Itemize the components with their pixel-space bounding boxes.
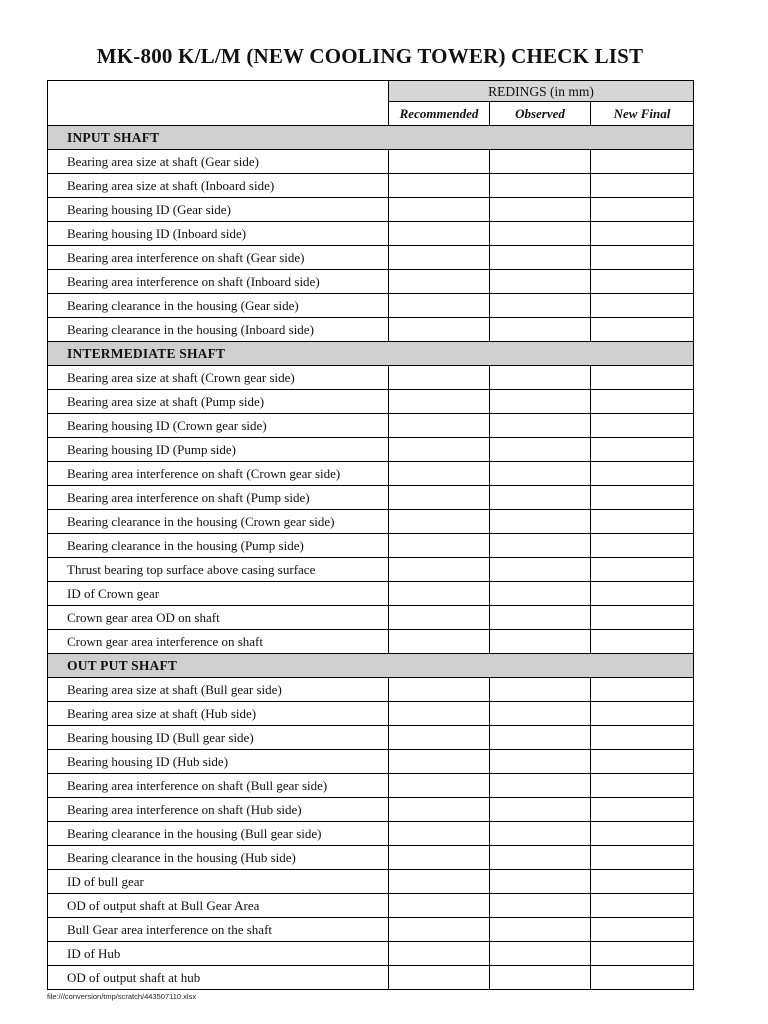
section-title: INTERMEDIATE SHAFT <box>48 342 694 366</box>
observed-value-cell[interactable] <box>490 846 591 870</box>
recommended-value-cell[interactable] <box>389 918 490 942</box>
new-final-value-cell[interactable] <box>591 822 694 846</box>
recommended-value-cell[interactable] <box>389 726 490 750</box>
new-final-value-cell[interactable] <box>591 774 694 798</box>
table-row <box>48 846 694 870</box>
check-item-label: Bearing area interference on shaft (Pump side) <box>48 486 389 510</box>
table-row <box>48 558 694 582</box>
new-final-value-cell[interactable] <box>591 846 694 870</box>
check-item-label: Bearing clearance in the housing (Gear side) <box>48 294 389 318</box>
table-row <box>48 390 694 414</box>
observed-value-cell[interactable] <box>490 150 591 174</box>
observed-value-cell[interactable] <box>490 798 591 822</box>
table-row <box>48 894 694 918</box>
new-final-value-cell[interactable] <box>591 198 694 222</box>
check-item-label: Bearing housing ID (Gear side) <box>48 198 389 222</box>
recommended-value-cell[interactable] <box>389 462 490 486</box>
check-item-label: Bearing area interference on shaft (Hub side) <box>48 798 389 822</box>
check-item-label: ID of Hub <box>48 942 389 966</box>
observed-value-cell[interactable] <box>490 390 591 414</box>
new-final-value-cell[interactable] <box>591 438 694 462</box>
observed-value-cell[interactable] <box>490 318 591 342</box>
table-row <box>48 486 694 510</box>
check-item-label: Bearing area size at shaft (Pump side) <box>48 390 389 414</box>
observed-value-cell[interactable] <box>490 486 591 510</box>
observed-value-cell[interactable] <box>490 462 591 486</box>
new-final-value-cell[interactable] <box>591 246 694 270</box>
recommended-value-cell[interactable] <box>389 366 490 390</box>
observed-value-cell[interactable] <box>490 294 591 318</box>
new-final-value-cell[interactable] <box>591 750 694 774</box>
check-item-label: Bearing area size at shaft (Hub side) <box>48 702 389 726</box>
table-row <box>48 366 694 390</box>
recommended-value-cell[interactable] <box>389 750 490 774</box>
table-row <box>48 462 694 486</box>
readings-group-header: REDINGS (in mm) <box>389 81 694 102</box>
check-item-label: Bull Gear area interference on the shaft <box>48 918 389 942</box>
file-path-footer: file:///conversion/tmp/scratch/443507110.xlsx <box>47 992 197 1001</box>
recommended-value-cell[interactable] <box>389 966 490 990</box>
new-final-value-cell[interactable] <box>591 270 694 294</box>
observed-value-cell[interactable] <box>490 966 591 990</box>
observed-value-cell[interactable] <box>490 582 591 606</box>
check-item-label: Bearing area interference on shaft (Inboard side) <box>48 270 389 294</box>
table-row <box>48 918 694 942</box>
new-final-value-cell[interactable] <box>591 918 694 942</box>
section-header-row <box>48 654 694 678</box>
table-row <box>48 870 694 894</box>
check-item-label: OD of output shaft at hub <box>48 966 389 990</box>
observed-value-cell[interactable] <box>490 774 591 798</box>
recommended-value-cell[interactable] <box>389 894 490 918</box>
table-body <box>48 126 694 990</box>
observed-value-cell[interactable] <box>490 726 591 750</box>
check-item-label: ID of Crown gear <box>48 582 389 606</box>
new-final-value-cell[interactable] <box>591 870 694 894</box>
table-row <box>48 798 694 822</box>
recommended-value-cell[interactable] <box>389 942 490 966</box>
table-row <box>48 822 694 846</box>
new-final-column-header: New Final <box>591 102 694 126</box>
table-header <box>48 81 694 126</box>
recommended-value-cell[interactable] <box>389 630 490 654</box>
check-item-label: Crown gear area OD on shaft <box>48 606 389 630</box>
check-item-label: OD of output shaft at Bull Gear Area <box>48 894 389 918</box>
table-row <box>48 270 694 294</box>
section-header-row <box>48 126 694 150</box>
check-item-label: Crown gear area interference on shaft <box>48 630 389 654</box>
table-row <box>48 702 694 726</box>
observed-value-cell[interactable] <box>490 198 591 222</box>
document-title: MK-800 K/L/M (NEW COOLING TOWER) CHECK LIST <box>96 44 644 68</box>
check-item-label: Bearing housing ID (Pump side) <box>48 438 389 462</box>
table-row <box>48 750 694 774</box>
observed-value-cell[interactable] <box>490 246 591 270</box>
check-item-label: Bearing clearance in the housing (Hub side) <box>48 846 389 870</box>
new-final-value-cell[interactable] <box>591 678 694 702</box>
observed-value-cell[interactable] <box>490 270 591 294</box>
observed-value-cell[interactable] <box>490 702 591 726</box>
new-final-value-cell[interactable] <box>591 294 694 318</box>
table-row <box>48 678 694 702</box>
check-item-label: Bearing clearance in the housing (Inboard side) <box>48 318 389 342</box>
new-final-value-cell[interactable] <box>591 534 694 558</box>
check-item-label: Bearing housing ID (Inboard side) <box>48 222 389 246</box>
new-final-value-cell[interactable] <box>591 582 694 606</box>
recommended-value-cell[interactable] <box>389 318 490 342</box>
observed-value-cell[interactable] <box>490 510 591 534</box>
observed-value-cell[interactable] <box>490 750 591 774</box>
recommended-value-cell[interactable] <box>389 582 490 606</box>
recommended-value-cell[interactable] <box>389 558 490 582</box>
recommended-value-cell[interactable] <box>389 510 490 534</box>
check-item-label: Bearing housing ID (Hub side) <box>48 750 389 774</box>
check-item-label: Bearing clearance in the housing (Pump side) <box>48 534 389 558</box>
new-final-value-cell[interactable] <box>591 966 694 990</box>
recommended-value-cell[interactable] <box>389 174 490 198</box>
check-item-label: Bearing area interference on shaft (Gear side) <box>48 246 389 270</box>
new-final-value-cell[interactable] <box>591 222 694 246</box>
checklist-table <box>47 80 694 990</box>
observed-value-cell[interactable] <box>490 558 591 582</box>
observed-value-cell[interactable] <box>490 678 591 702</box>
check-item-label: Bearing area size at shaft (Bull gear side) <box>48 678 389 702</box>
new-final-value-cell[interactable] <box>591 390 694 414</box>
new-final-value-cell[interactable] <box>591 414 694 438</box>
check-item-label: Bearing housing ID (Bull gear side) <box>48 726 389 750</box>
recommended-column-header: Recommended <box>389 102 490 126</box>
check-item-label: Bearing area interference on shaft (Bull gear side) <box>48 774 389 798</box>
check-item-label: ID of bull gear <box>48 870 389 894</box>
observed-value-cell[interactable] <box>490 822 591 846</box>
recommended-value-cell[interactable] <box>389 390 490 414</box>
new-final-value-cell[interactable] <box>591 510 694 534</box>
new-final-value-cell[interactable] <box>591 726 694 750</box>
observed-value-cell[interactable] <box>490 630 591 654</box>
new-final-value-cell[interactable] <box>591 462 694 486</box>
section-title: OUT PUT SHAFT <box>48 654 694 678</box>
table-row <box>48 966 694 990</box>
table-row <box>48 630 694 654</box>
new-final-value-cell[interactable] <box>591 630 694 654</box>
section-header-row <box>48 342 694 366</box>
recommended-value-cell[interactable] <box>389 822 490 846</box>
recommended-value-cell[interactable] <box>389 222 490 246</box>
recommended-value-cell[interactable] <box>389 702 490 726</box>
new-final-value-cell[interactable] <box>591 174 694 198</box>
table-row <box>48 726 694 750</box>
new-final-value-cell[interactable] <box>591 318 694 342</box>
table-row <box>48 294 694 318</box>
table-row <box>48 414 694 438</box>
recommended-value-cell[interactable] <box>389 678 490 702</box>
table-row <box>48 198 694 222</box>
recommended-value-cell[interactable] <box>389 198 490 222</box>
table-row <box>48 438 694 462</box>
observed-value-cell[interactable] <box>490 414 591 438</box>
recommended-value-cell[interactable] <box>389 294 490 318</box>
new-final-value-cell[interactable] <box>591 486 694 510</box>
check-item-label: Bearing area interference on shaft (Crown gear side) <box>48 462 389 486</box>
recommended-value-cell[interactable] <box>389 774 490 798</box>
check-item-label: Bearing clearance in the housing (Crown gear side) <box>48 510 389 534</box>
recommended-value-cell[interactable] <box>389 846 490 870</box>
observed-value-cell[interactable] <box>490 870 591 894</box>
observed-value-cell[interactable] <box>490 894 591 918</box>
observed-value-cell[interactable] <box>490 606 591 630</box>
observed-value-cell[interactable] <box>490 534 591 558</box>
recommended-value-cell[interactable] <box>389 270 490 294</box>
table-row <box>48 174 694 198</box>
observed-value-cell[interactable] <box>490 366 591 390</box>
recommended-value-cell[interactable] <box>389 798 490 822</box>
check-item-label: Bearing area size at shaft (Crown gear side) <box>48 366 389 390</box>
table-row <box>48 222 694 246</box>
check-item-label: Bearing area size at shaft (Inboard side) <box>48 174 389 198</box>
recommended-value-cell[interactable] <box>389 870 490 894</box>
observed-value-cell[interactable] <box>490 918 591 942</box>
item-column-header <box>48 81 389 126</box>
observed-value-cell[interactable] <box>490 174 591 198</box>
table-row <box>48 318 694 342</box>
section-title: INPUT SHAFT <box>48 126 694 150</box>
observed-value-cell[interactable] <box>490 222 591 246</box>
new-final-value-cell[interactable] <box>591 366 694 390</box>
observed-value-cell[interactable] <box>490 438 591 462</box>
new-final-value-cell[interactable] <box>591 150 694 174</box>
table-row <box>48 774 694 798</box>
recommended-value-cell[interactable] <box>389 150 490 174</box>
table-row <box>48 582 694 606</box>
recommended-value-cell[interactable] <box>389 534 490 558</box>
recommended-value-cell[interactable] <box>389 438 490 462</box>
table-row <box>48 942 694 966</box>
recommended-value-cell[interactable] <box>389 246 490 270</box>
recommended-value-cell[interactable] <box>389 414 490 438</box>
new-final-value-cell[interactable] <box>591 702 694 726</box>
observed-column-header: Observed <box>490 102 591 126</box>
new-final-value-cell[interactable] <box>591 798 694 822</box>
new-final-value-cell[interactable] <box>591 942 694 966</box>
recommended-value-cell[interactable] <box>389 606 490 630</box>
table-row <box>48 246 694 270</box>
recommended-value-cell[interactable] <box>389 486 490 510</box>
new-final-value-cell[interactable] <box>591 606 694 630</box>
check-item-label: Bearing clearance in the housing (Bull gear side) <box>48 822 389 846</box>
new-final-value-cell[interactable] <box>591 558 694 582</box>
table-row <box>48 606 694 630</box>
table-row <box>48 510 694 534</box>
check-item-label: Bearing housing ID (Crown gear side) <box>48 414 389 438</box>
table-row <box>48 150 694 174</box>
check-item-label: Thrust bearing top surface above casing surface <box>48 558 389 582</box>
observed-value-cell[interactable] <box>490 942 591 966</box>
check-item-label: Bearing area size at shaft (Gear side) <box>48 150 389 174</box>
table-row <box>48 534 694 558</box>
new-final-value-cell[interactable] <box>591 894 694 918</box>
